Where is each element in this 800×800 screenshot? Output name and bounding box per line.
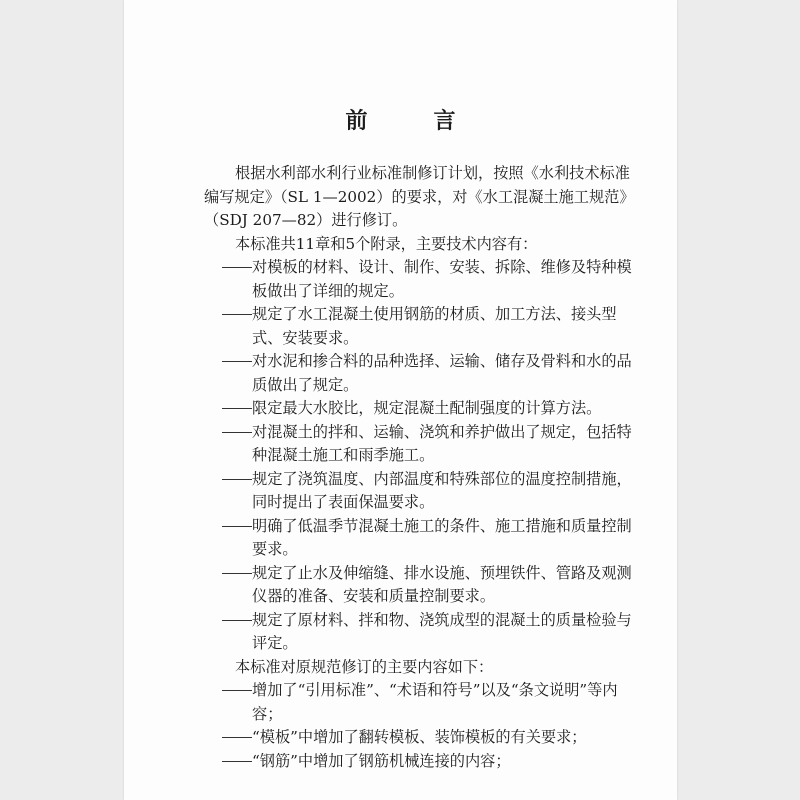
dash-mark [222,361,252,362]
dash-mark [222,620,252,621]
dash-mark [222,267,252,268]
list-item-text: 规定了浇筑温度、内部温度和特殊部位的温度控制措施，同时提出了表面保温要求。 [252,469,632,511]
list-item-text: 对混凝土的拌和、运输、浇筑和养护做出了规定，包括特种混凝土施工和雨季施工。 [252,422,632,464]
dash-mark [222,526,252,527]
list-item-text: “模板”中增加了翻转模板、装饰模板的有关要求； [252,728,587,746]
dash-mark [222,479,252,480]
dash-mark [222,737,252,738]
list-item [204,562,644,609]
list-item-text: 规定了水工混凝土使用钢筋的材质、加工方法、接头型式、安装要求。 [252,305,617,347]
intro-paragraph: 根据水利部水利行业标准制修订计划，按照《水利技术标准编写规定》（SL 1—2002）的要求，对《水工混凝土施工规范》（SDJ 207—82）进行修订。 [204,164,635,229]
list-item [204,750,644,774]
list-item [204,303,644,350]
list-item-text: 对水泥和掺合料的品种选择、运输、储存及骨料和水的品质做出了规定。 [252,352,632,394]
revision-intro: 本标准对原规范修订的主要内容如下： [235,657,494,676]
dash-mark [222,408,252,409]
list-item-text: 增加了“引用标准”、“术语和符号”以及“条文说明”等内容； [252,681,618,723]
list-item [204,421,644,468]
list-item [204,609,644,656]
dash-mark [222,690,252,691]
dash-mark [222,761,252,762]
page-title: 前 言 [345,109,478,134]
document-page [124,0,677,800]
dash-mark [222,432,252,433]
dash-mark [222,573,252,574]
list-item-text: “钢筋”中增加了钢筋机械连接的内容； [252,751,511,770]
document-body [204,162,644,773]
list-item [204,515,644,562]
list-item [204,468,644,515]
list-item [204,726,644,750]
list-item-text: 限定最大水胶比，规定混凝土配制强度的计算方法。 [252,399,602,417]
list-item-text: 对模板的材料、设计、制作、安装、拆除、维修及特种模板做出了详细的规定。 [252,258,632,300]
list-item-text: 规定了原材料、拌和物、浇筑成型的混凝土的质量检验与评定。 [252,610,632,652]
list-item-text: 明确了低温季节混凝土施工的条件、施工措施和质量控制要求。 [252,516,632,558]
list-item [204,679,644,726]
list-item [204,397,644,421]
list-item [204,256,644,303]
list-item-text: 规定了止水及伸缩缝、排水设施、预埋铁件、管路及观测仪器的准备、安装和质量控制要求。 [252,563,632,605]
dash-mark [222,314,252,315]
contents-intro: 本标准共11章和5个附录，主要技术内容有： [235,234,538,253]
list-item [204,350,644,397]
